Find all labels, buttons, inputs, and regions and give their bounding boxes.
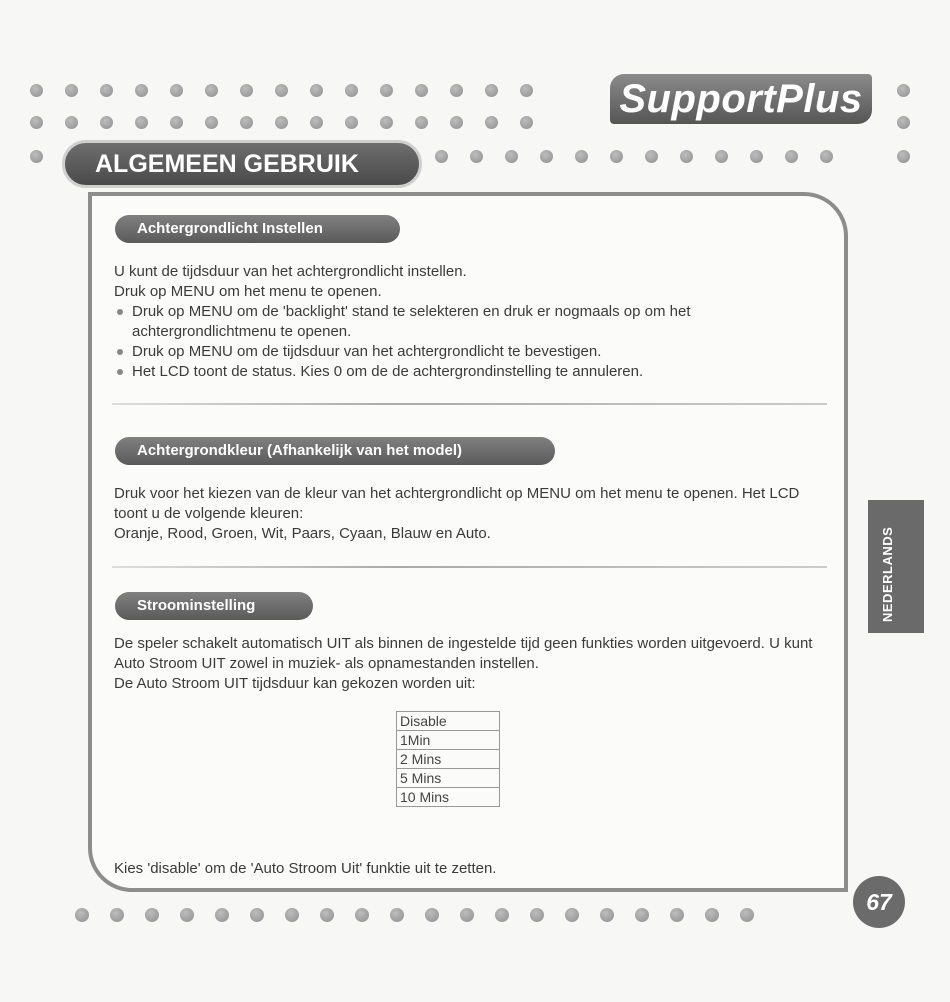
decorative-dot [390,908,404,922]
list-item: Druk op MENU om de 'backlight' stand te selekteren en druk er nogmaals op om het achtergrondlichtmenu te openen. [114,302,834,342]
decorative-dot [285,908,299,922]
decorative-dot [740,908,754,922]
brand-logo: SupportPlus [610,74,872,124]
power-section-footer: Kies 'disable' om de 'Auto Stroom Uit' funktie uit te zetten. [114,860,497,877]
decorative-dot [670,908,684,922]
decorative-dot [205,116,218,129]
decorative-dot [415,84,428,97]
decorative-dot [435,150,448,163]
decorative-dot [897,84,910,97]
decorative-dot [310,116,323,129]
side-tab-label: NEDERLANDS [880,526,895,622]
backlight-section-body [114,262,834,382]
decorative-dot [485,84,498,97]
decorative-dot [820,150,833,163]
decorative-dot [520,84,533,97]
paragraph: Oranje, Rood, Groen, Wit, Paars, Cyaan, Blauw en Auto. [114,525,491,542]
decorative-dot [320,908,334,922]
decorative-dot [540,150,553,163]
decorative-dots-row [30,150,43,163]
section-title-color: Achtergrondkleur (Afhankelijk van het model) [115,437,555,465]
language-side-tab [868,500,924,633]
page-title: ALGEMEEN GEBRUIK [62,140,422,188]
decorative-dots-row [30,84,533,97]
power-section-body [114,634,834,694]
option-cell: Disable [397,712,500,731]
decorative-dot [170,84,183,97]
decorative-dot [145,908,159,922]
decorative-dot [240,116,253,129]
decorative-dot [750,150,763,163]
decorative-dot [30,150,43,163]
paragraph: U kunt de tijdsduur van het achtergrondlicht instellen. [114,263,467,280]
section-divider [112,403,827,405]
decorative-dot [897,150,910,163]
paragraph: De speler schakelt automatisch UIT als binnen de ingestelde tijd geen funkties worden uitgevoerd. U kunt Auto Stroom UIT zowel in muziek- als opnamestanden instellen. [114,635,813,672]
decorative-dot [75,908,89,922]
decorative-dot [575,150,588,163]
decorative-dots-row [30,116,533,129]
decorative-dot [415,116,428,129]
paragraph: De Auto Stroom UIT tijdsduur kan gekozen worden uit: [114,675,476,692]
page-number: 67 [853,876,905,928]
option-cell: 5 Mins [397,769,500,788]
paragraph: Druk op MENU om het menu te openen. [114,283,382,300]
decorative-dot [470,150,483,163]
decorative-dots-row [75,908,754,922]
decorative-dot [275,116,288,129]
decorative-dot [715,150,728,163]
decorative-dot [215,908,229,922]
decorative-dot [345,84,358,97]
decorative-dot [110,908,124,922]
decorative-dot [485,116,498,129]
decorative-dot [610,150,623,163]
color-section-body [114,484,834,544]
decorative-dots-row [435,150,833,163]
option-cell: 1Min [397,731,500,750]
auto-power-options-table [396,711,500,807]
decorative-dot [785,150,798,163]
decorative-dot [495,908,509,922]
decorative-dot [30,116,43,129]
option-cell: 2 Mins [397,750,500,769]
decorative-dot [425,908,439,922]
decorative-dot [520,116,533,129]
decorative-dot [135,116,148,129]
decorative-dot [250,908,264,922]
decorative-dot [345,116,358,129]
decorative-dot [30,84,43,97]
decorative-dot [65,84,78,97]
decorative-dot [635,908,649,922]
list-item: Het LCD toont de status. Kies 0 om de de achtergrondinstelling te annuleren. [114,362,834,382]
decorative-dot [705,908,719,922]
paragraph: Druk voor het kiezen van de kleur van het achtergrondlicht op MENU om het menu te openen. Het LCD toont u de volgende kleuren: [114,485,800,522]
section-title-power: Stroominstelling [115,592,313,620]
decorative-dot [380,84,393,97]
section-divider [112,566,827,568]
option-cell: 10 Mins [397,788,500,807]
section-title-backlight: Achtergrondlicht Instellen [115,215,400,243]
decorative-dot [450,84,463,97]
decorative-dot [505,150,518,163]
decorative-dot [205,84,218,97]
decorative-dot [355,908,369,922]
decorative-dot [135,84,148,97]
decorative-dot [65,116,78,129]
decorative-dot [680,150,693,163]
decorative-dot [897,116,910,129]
decorative-dots-row [897,116,910,129]
list-item: Druk op MENU om de tijdsduur van het achtergrondlicht te bevestigen. [114,342,834,362]
decorative-dot [450,116,463,129]
decorative-dot [310,84,323,97]
decorative-dot [275,84,288,97]
decorative-dot [180,908,194,922]
decorative-dot [460,908,474,922]
bullet-list [114,302,834,382]
decorative-dots-row [897,84,910,97]
decorative-dot [170,116,183,129]
decorative-dot [600,908,614,922]
decorative-dot [380,116,393,129]
decorative-dot [645,150,658,163]
decorative-dot [530,908,544,922]
decorative-dots-row [897,150,910,163]
decorative-dot [565,908,579,922]
decorative-dot [100,116,113,129]
decorative-dot [240,84,253,97]
decorative-dot [100,84,113,97]
